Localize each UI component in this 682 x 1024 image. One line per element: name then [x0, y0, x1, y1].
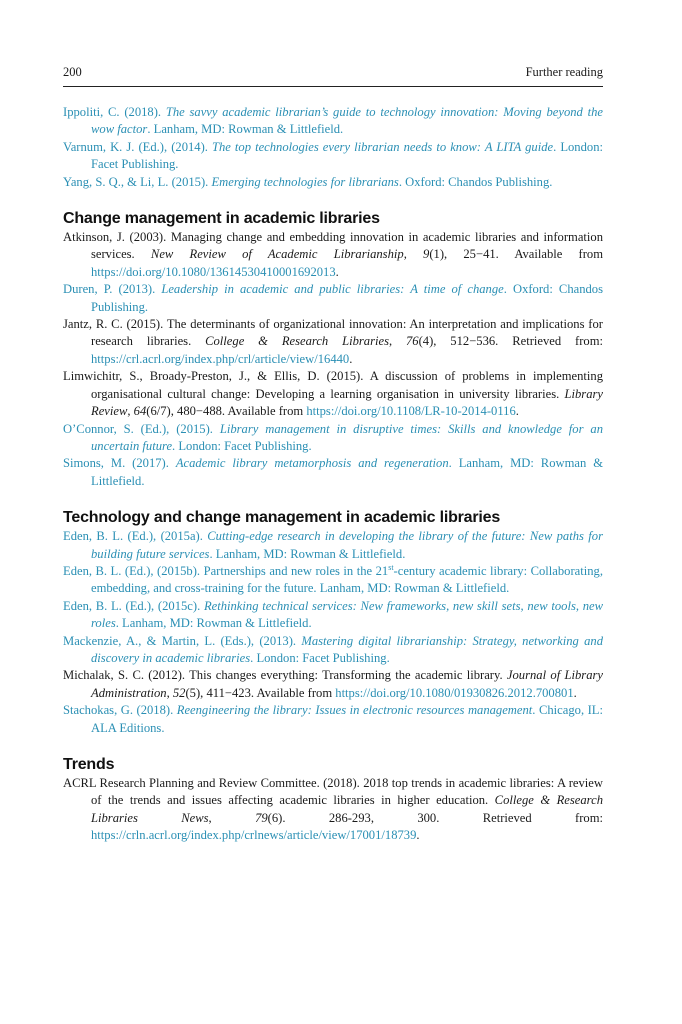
reference-simons[interactable]: Simons, M. (2017). Academic library metamorphosis and regeneration. Lanham, MD: Rowman & Littlefield. — [63, 456, 603, 488]
doi-link[interactable]: https://doi.org/10.1080/01930826.2012.700801 — [335, 685, 574, 700]
reference-yang[interactable]: Yang, S. Q., & Li, L. (2015). Emerging technologies for librarians. Oxford: Chandos Publishing. — [63, 174, 553, 189]
reference-duren[interactable]: Duren, P. (2013). Leadership in academic and public libraries: A time of change. Oxford: Chandos Publishing. — [63, 282, 603, 314]
reference-mackenzie[interactable]: Mackenzie, A., & Martin, L. (Eds.), (2013). Mastering digital librarianship: Strategy, networking and discovery in academic libraries. London: Facet Publishing. — [63, 633, 604, 665]
doi-link[interactable]: https://doi.org/10.1080/13614530410001692013 — [91, 264, 336, 279]
section-title-technology: Technology and change management in academic libraries — [63, 509, 501, 527]
reference-eden-2015a[interactable]: Eden, B. L. (Ed.), (2015a). Cutting-edge research in developing the library of the future: New paths for building future services. Lanham, MD: Rowman & Littlefield. — [63, 529, 603, 561]
reference-oconnor[interactable]: O’Connor, S. (Ed.), (2015). Library management in disruptive times: Skills and knowledge for an uncertain future. London: Facet Publishing. — [63, 421, 603, 453]
doi-link[interactable]: https://doi.org/10.1108/LR-10-2014-0116 — [306, 404, 516, 419]
reference-limwichitr: Limwichitr, S., Broady-Preston, J., & Ellis, D. (2015). A discussion of problems in implementing organisational cultural change: Developing a learning organisation in university libraries. Library Review, 64(6/7), 480−488. Available from https://doi.org/10.1108/LR-10-2014-0116. — [63, 369, 603, 419]
reference-atkinson: Atkinson, J. (2003). Managing change and embedding innovation in academic libraries and information services. New Review of Academic Librarianship, 9(1), 25−41. Available from https://doi.org/10.1080/13614530410001692013. — [63, 230, 604, 279]
page-header — [63, 64, 603, 84]
section-title-change-management: Change management in academic libraries — [63, 210, 380, 228]
reference-eden-2015c[interactable]: Eden, B. L. (Ed.), (2015c). Rethinking technical services: New frameworks, new skill sets, new tools, new roles. Lanham, MD: Rowman & Littlefield. — [63, 598, 603, 631]
reference-michalak: Michalak, S. C. (2012). This changes everything: Transforming the academic library. Journal of Library Administration, 52(5), 411−423. Available from https://doi.org/10.1080/01930826.2012.700801. — [63, 668, 603, 700]
reference-stachokas[interactable]: Stachokas, G. (2018). Reengineering the library: Issues in electronic resources management. Chicago, IL: ALA Editions. — [63, 703, 604, 735]
article-link[interactable]: https://crln.acrl.org/index.php/crlnews/article/view/17001/18739 — [91, 828, 417, 843]
reference-list — [63, 104, 603, 845]
reference-ippoliti[interactable]: Ippoliti, C. (2018). The savvy academic librarian’s guide to technology innovation: Moving beyond the wow factor. Lanham, MD: Rowman & Littlefield. — [63, 105, 603, 137]
reference-jantz: Jantz, R. C. (2015). The determinants of organizational innovation: An interpretation and implications for research libraries. College & Research Libraries, 76(4), 512−536. Retrieved from: https://crl.acrl.org/index.php/crl/article/view/16440. — [63, 317, 604, 366]
section-title-trends: Trends — [63, 756, 115, 773]
reference-eden-2015b[interactable]: Eden, B. L. (Ed.), (2015b). Partnerships and new roles in the 21st-century academic library: Collaborating, embedding, and cross-training for the future. Lanham, MD: Rowman & Littlefield. — [63, 562, 603, 596]
reference-varnum[interactable]: Varnum, K. J. (Ed.), (2014). The top technologies every librarian needs to know: A LITA guide. London: Facet Publishing. — [63, 139, 603, 172]
reference-acrl: ACRL Research Planning and Review Committee. (2018). 2018 top trends in academic libraries: A review of the trends and issues affecting academic libraries in higher education. College & Research Libraries News, 79(6). 286-293, 300. Retrieved from: https://crln.acrl.org/index.php/crlnews/article/view/17001/18739. — [63, 776, 604, 843]
header-rule — [63, 86, 603, 87]
running-head: Further reading — [525, 65, 603, 79]
page-number: 200 — [63, 65, 82, 79]
article-link[interactable]: https://crl.acrl.org/index.php/crl/article/view/16440 — [91, 351, 350, 366]
